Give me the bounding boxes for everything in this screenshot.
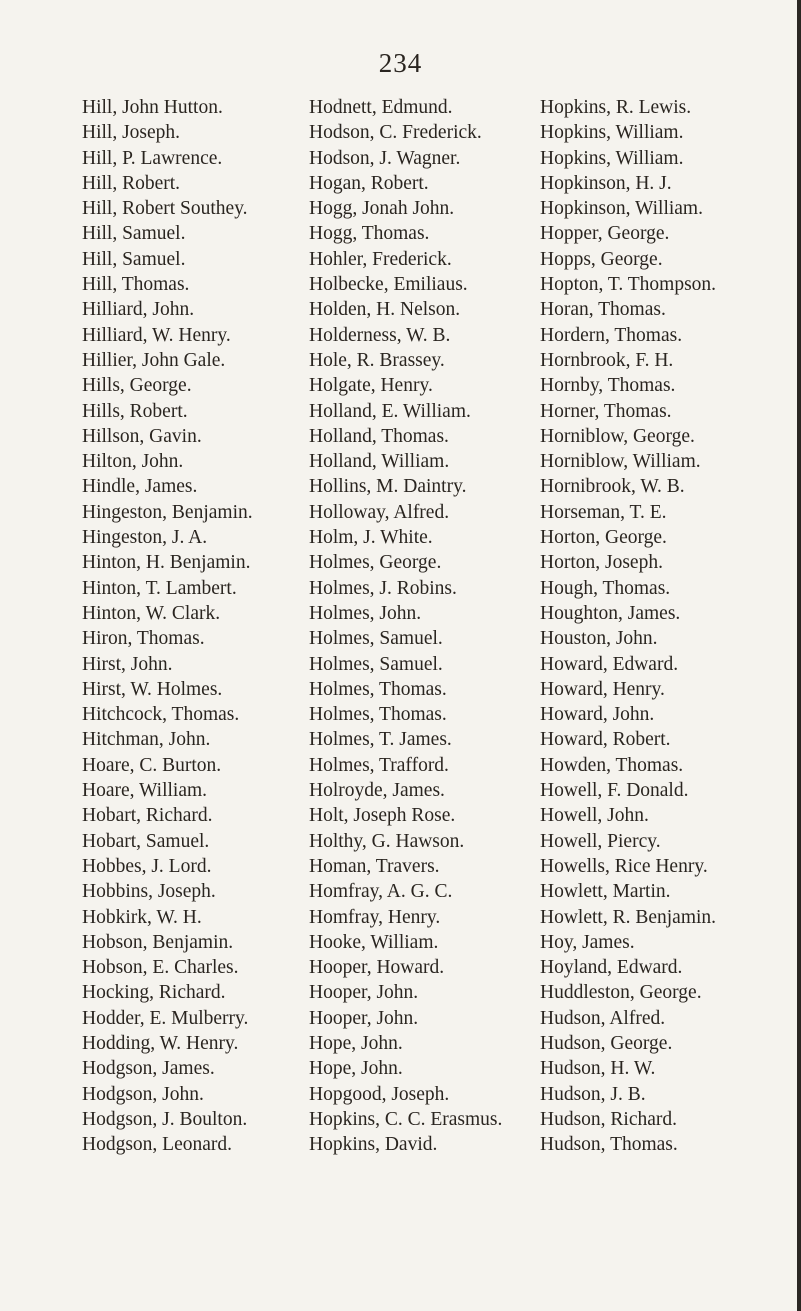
name-entry: Holland, E. William.	[309, 400, 471, 422]
name-entry: Hornby, Thomas.	[540, 375, 676, 397]
name-entry: Holloway, Alfred.	[309, 501, 450, 523]
name-entry: Hill, Samuel.	[82, 223, 186, 245]
name-column-1	[82, 95, 253, 1157]
name-entry: Howard, Robert.	[540, 729, 671, 751]
name-entry: Hornibrook, W. B.	[540, 476, 685, 498]
name-entry: Hopkins, R. Lewis.	[540, 97, 692, 118]
name-entry: Hooper, John.	[309, 1007, 419, 1029]
name-entry: Hindle, James.	[82, 476, 198, 498]
name-entry: Hitchman, John.	[82, 729, 211, 751]
name-entry: Hobart, Samuel.	[82, 830, 210, 852]
name-entry: Holmes, T. James.	[309, 729, 452, 751]
name-entry: Hill, Joseph.	[82, 122, 181, 144]
name-entry: Hopps, George.	[540, 248, 663, 270]
name-entry: Holmes, Trafford.	[309, 754, 449, 776]
name-entry: Hilton, John.	[82, 451, 184, 473]
name-entry: Howard, John.	[540, 704, 655, 726]
name-entry: Hudson, Richard.	[540, 1108, 678, 1130]
name-entry: Horan, Thomas.	[540, 299, 666, 321]
name-entry: Hopper, George.	[540, 223, 670, 245]
name-entry: Homan, Travers.	[309, 855, 440, 877]
name-entry: Hingeston, Benjamin.	[82, 501, 253, 523]
name-entry: Howell, F. Donald.	[540, 780, 689, 802]
name-entry: Hudson, Alfred.	[540, 1007, 666, 1029]
name-entry: Howard, Henry.	[540, 678, 665, 700]
name-entry: Holthy, G. Hawson.	[309, 830, 465, 852]
name-entry: Hobart, Richard.	[82, 805, 213, 827]
name-entry: Holmes, J. Robins.	[309, 577, 457, 599]
name-entry: Holmes, Thomas.	[309, 704, 447, 726]
name-entry: Howlett, R. Benjamin.	[540, 906, 717, 928]
name-entry: Holt, Joseph Rose.	[309, 805, 456, 827]
name-entry: Houston, John.	[540, 628, 658, 650]
name-entry: Hillier, John Gale.	[82, 349, 226, 371]
name-entry: Hodgson, James.	[82, 1058, 215, 1080]
name-entry: Hinton, W. Clark.	[82, 602, 221, 624]
name-entry: Hilliard, John.	[82, 299, 195, 321]
name-entry: Hodgson, J. Boulton.	[82, 1108, 248, 1130]
name-entry: Holgate, Henry.	[309, 375, 433, 397]
name-entry: Holmes, Samuel.	[309, 653, 443, 675]
name-entry: Hodson, J. Wagner.	[309, 147, 461, 169]
name-entry: Homfray, Henry.	[309, 906, 441, 928]
name-entry: Hogan, Robert.	[309, 172, 429, 194]
name-entry: Hobson, Benjamin.	[82, 931, 234, 953]
name-entry: Holroyde, James.	[309, 780, 445, 802]
name-entry: Holderness, W. B.	[309, 324, 451, 346]
name-entry: Hills, Robert.	[82, 400, 188, 422]
name-entry: Hill, P. Lawrence.	[82, 147, 223, 169]
name-entry: Hopkins, William.	[540, 122, 684, 144]
name-entry: Hodder, E. Mulberry.	[82, 1007, 249, 1029]
name-entry: Horseman, T. E.	[540, 501, 667, 523]
name-entry: Houghton, James.	[540, 602, 681, 624]
name-entry: Hopkins, C. C. Erasmus.	[309, 1108, 503, 1130]
name-entry: Horniblow, William.	[540, 451, 701, 473]
name-entry: Hole, R. Brassey.	[309, 349, 445, 371]
name-entry: Horton, Joseph.	[540, 552, 663, 574]
page-edge-shadow	[797, 0, 801, 1311]
name-entry: Hill, Samuel.	[82, 248, 186, 270]
name-entry: Hills, George.	[82, 375, 192, 397]
name-entry: Horniblow, George.	[540, 425, 695, 447]
name-entry: Hill, Robert.	[82, 172, 181, 194]
name-entry: Hodding, W. Henry.	[82, 1032, 239, 1054]
name-column-3	[540, 95, 716, 1157]
name-entry: Hodgson, Leonard.	[82, 1134, 233, 1156]
name-entry: Hobkirk, W. H.	[82, 906, 202, 928]
name-entry: Hudson, H. W.	[540, 1058, 656, 1080]
name-entry: Hooper, John.	[309, 982, 419, 1004]
name-entry: Hingeston, J. A.	[82, 527, 208, 549]
name-entry: Howden, Thomas.	[540, 754, 684, 776]
name-entry: Howells, Rice Henry.	[540, 855, 708, 877]
name-entry: Howell, Piercy.	[540, 830, 661, 852]
name-entry: Howell, John.	[540, 805, 649, 827]
name-entry: Hough, Thomas.	[540, 577, 671, 599]
name-entry: Hollins, M. Daintry.	[309, 476, 467, 498]
name-entry: Hudson, J. B.	[540, 1083, 646, 1105]
name-entry: Holland, Thomas.	[309, 425, 449, 447]
name-entry: Hodgson, John.	[82, 1083, 204, 1105]
name-entry: Holmes, George.	[309, 552, 442, 574]
name-entry: Hodnett, Edmund.	[309, 97, 453, 118]
name-entry: Holmes, Samuel.	[309, 628, 443, 650]
name-entry: Hopkinson, H. J.	[540, 172, 672, 194]
name-entry: Hohler, Frederick.	[309, 248, 452, 270]
name-entry: Hodson, C. Frederick.	[309, 122, 482, 144]
name-entry: Hobbins, Joseph.	[82, 881, 216, 903]
name-entry: Holmes, John.	[309, 602, 422, 624]
name-entry: Hiron, Thomas.	[82, 628, 205, 650]
name-entry: Holland, William.	[309, 451, 450, 473]
name-entry: Hopkinson, William.	[540, 198, 703, 220]
name-entry: Hinton, T. Lambert.	[82, 577, 237, 599]
name-entry: Hopkins, David.	[309, 1134, 438, 1156]
name-entry: Hogg, Thomas.	[309, 223, 430, 245]
name-entry: Hocking, Richard.	[82, 982, 226, 1004]
name-entry: Hill, Robert Southey.	[82, 198, 248, 220]
name-entry: Horton, George.	[540, 527, 667, 549]
name-entry: Huddleston, George.	[540, 982, 702, 1004]
page-number: 234	[378, 48, 423, 78]
name-column-2	[309, 95, 502, 1157]
name-entry: Hooke, William.	[309, 931, 439, 953]
name-entry: Horner, Thomas.	[540, 400, 672, 422]
name-entry: Holmes, Thomas.	[309, 678, 447, 700]
name-entry: Holm, J. White.	[309, 527, 433, 549]
name-entry: Hopgood, Joseph.	[309, 1083, 450, 1105]
name-entry: Hopton, T. Thompson.	[540, 274, 717, 296]
name-entry: Hitchcock, Thomas.	[82, 704, 240, 726]
name-entry: Hope, John.	[309, 1058, 403, 1080]
name-entry: Howard, Edward.	[540, 653, 679, 675]
name-entry: Hooper, Howard.	[309, 957, 445, 979]
name-entry: Hill, Thomas.	[82, 274, 190, 296]
name-entry: Hoy, James.	[540, 931, 635, 953]
name-entry: Howlett, Martin.	[540, 881, 671, 903]
name-entry: Hudson, George.	[540, 1032, 673, 1054]
name-entry: Hoyland, Edward.	[540, 957, 683, 979]
name-entry: Hillson, Gavin.	[82, 425, 202, 447]
name-entry: Homfray, A. G. C.	[309, 881, 453, 903]
name-entry: Hobson, E. Charles.	[82, 957, 239, 979]
name-entry: Hirst, W. Holmes.	[82, 678, 223, 700]
name-entry: Hornbrook, F. H.	[540, 349, 674, 371]
name-entry: Hilliard, W. Henry.	[82, 324, 231, 346]
name-entry: Hirst, John.	[82, 653, 173, 675]
name-entry: Holbecke, Emiliaus.	[309, 274, 468, 296]
name-entry: Hinton, H. Benjamin.	[82, 552, 251, 574]
name-entry: Hobbes, J. Lord.	[82, 855, 212, 877]
name-entry: Hoare, C. Burton.	[82, 754, 222, 776]
name-entry: Hope, John.	[309, 1032, 403, 1054]
name-entry: Hordern, Thomas.	[540, 324, 683, 346]
name-entry: Hoare, William.	[82, 780, 208, 802]
name-entry: Hopkins, William.	[540, 147, 684, 169]
name-entry: Holden, H. Nelson.	[309, 299, 461, 321]
name-entry: Hill, John Hutton.	[82, 97, 223, 118]
name-entry: Hogg, Jonah John.	[309, 198, 455, 220]
name-entry: Hudson, Thomas.	[540, 1134, 678, 1156]
